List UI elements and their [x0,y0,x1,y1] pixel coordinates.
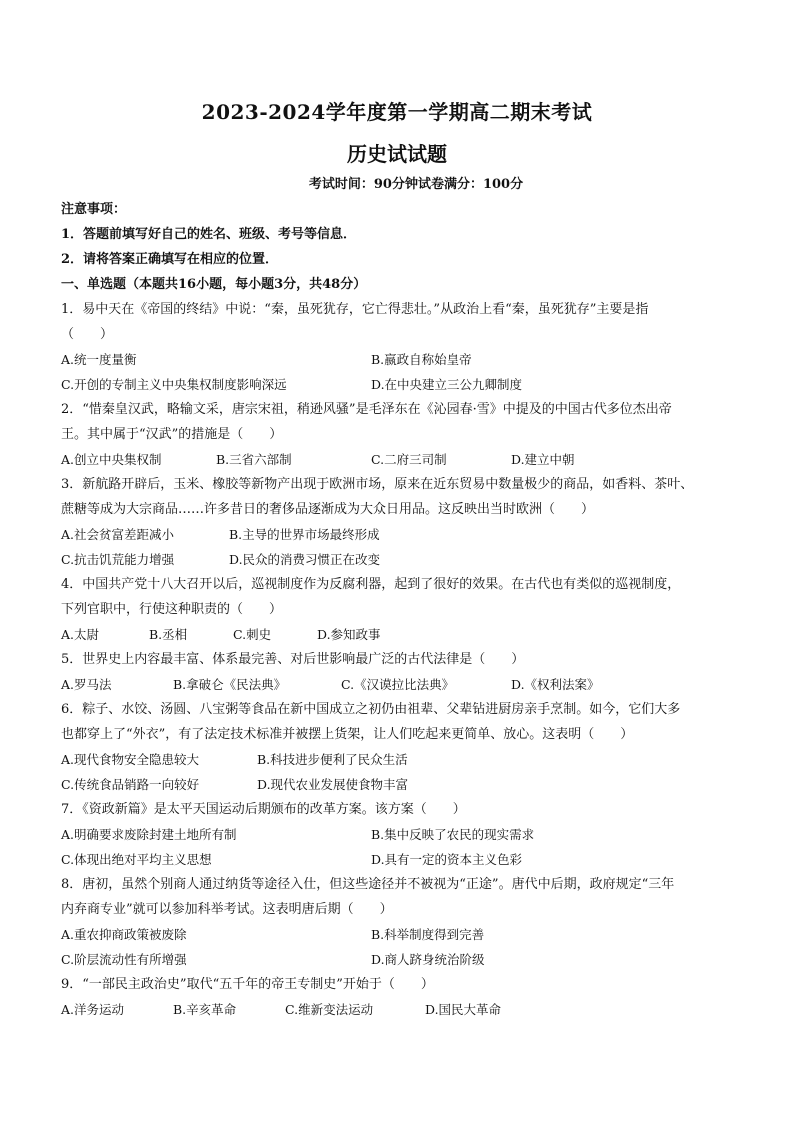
question-8 [61,872,737,972]
option-c: C.《汉谟拉比法典》 [341,677,455,692]
option-c: C.阶层流动性有所增强 [61,952,187,967]
option-b: B.集中反映了农民的现实需求 [371,827,535,842]
question-stem: 4．中国共产党十八大召开以后，巡视制度作为反腐利器，起到了很好的效果。在古代也有类似的巡视制度， [61,577,681,592]
exam-subject-title: 历史试试题 [347,142,447,166]
option-c: C.刺史 [233,627,272,642]
question-stem: 2．“惜秦皇汉武，略输文采，唐宗宋祖，稍逊风骚”是毛泽东在《沁园春·雪》中提及的中国古代多位杰出帝 [61,402,672,417]
question-stem: 王。其中属于“汉武”的措施是（ ） [61,427,283,442]
question-6 [61,697,737,797]
option-c: C.维新变法运动 [285,1002,374,1017]
question-stem: 9．“一部民主政治史”取代“五千年的帝王专制史”开始于（ ） [61,977,434,992]
option-a: A.太尉 [61,627,100,642]
option-a: A.罗马法 [61,677,112,692]
option-a: A.创立中央集权制 [61,452,162,467]
option-c: C.抗击饥荒能力增强 [61,552,175,567]
question-stem: 3．新航路开辟后，玉米、橡胶等新物产出现于欧洲市场，原来在近东贸易中数量极少的商品，如香料、茶叶、 [61,477,694,492]
exam-info: 考试时间：90分钟试卷满分：100分 [308,177,524,192]
option-c: C.二府三司制 [371,452,447,467]
option-d: D.现代农业发展使食物丰富 [257,777,409,792]
option-b: B.拿破仑《民法典》 [173,677,287,692]
option-a: A.洋务运动 [61,1002,125,1017]
option-d: D.具有一定的资本主义色彩 [371,852,523,867]
option-c: C.体现出绝对平均主义思想 [61,852,212,867]
option-d: D.民众的消费习惯正在改变 [229,552,381,567]
option-b: B.三省六部制 [216,452,292,467]
question-1 [61,297,737,397]
question-5 [61,647,737,697]
option-b: B.嬴政自称始皇帝 [371,352,472,367]
option-b: B.科举制度得到完善 [371,927,485,942]
option-b: B.丞相 [149,627,188,642]
question-stem: 也都穿上了“外衣”，有了法定技术标准并被摆上货架，让人们吃起来更简单、放心。这表明（ ） [61,727,634,742]
option-d: D.商人跻身统治阶级 [371,952,485,967]
question-9 [61,972,737,1022]
question-stem: 内弃商专业”就可以参加科举考试。这表明唐后期（ ） [61,902,393,917]
question-4 [61,572,737,647]
question-stem: 1．易中天在《帝国的终结》中说：“秦，虽死犹存，它亡得悲壮。”从政治上看“秦，虽死犹存”主要是指 [61,302,649,317]
option-b: B.辛亥革命 [173,1002,237,1017]
option-a: A.明确要求废除封建土地所有制 [61,827,237,842]
question-stem: 下列官职中，行使这种职责的（ ） [61,602,283,617]
question-stem: 5．世界史上内容最丰富、体系最完善、对后世影响最广泛的古代法律是（ ） [61,652,525,667]
question-stem: （ ） [61,327,114,342]
note-item: 2．请将答案正确填写在相应的位置． [61,252,279,267]
option-c: C.开创的专制主义中央集权制度影响深远 [61,377,287,392]
question-stem: 7．《资政新篇》是太平天国运动后期颁布的改革方案。该方案（ ） [61,802,466,817]
option-a: A.统一度量衡 [61,352,137,367]
option-b: B.主导的世界市场最终形成 [229,527,380,542]
exam-content [61,197,737,1022]
question-stem: 蔗糖等成为大宗商品……许多昔日的奢侈品逐渐成为大众日用品。这反映出当时欧洲（ ） [61,502,595,517]
option-d: D.建立中朝 [511,452,575,467]
option-d: D.国民大革命 [425,1002,502,1017]
question-7 [61,797,737,872]
option-c: C.传统食品销路一向较好 [61,777,200,792]
option-a: A.重农抑商政策被废除 [61,927,187,942]
option-d: D.在中央建立三公九卿制度 [371,377,523,392]
exam-title: 2023-2024学年度第一学期高二期末考试 [201,100,593,124]
section-heading: 一、单选题（本题共16小题，每小题3分，共48分） [61,277,367,292]
note-item: 1．答题前填写好自己的姓名、班级、考号等信息． [61,227,357,242]
question-2 [61,397,737,472]
option-b: B.科技进步便利了民众生活 [257,752,408,767]
question-stem: 6．粽子、水饺、汤圆、八宝粥等食品在新中国成立之初仍由祖辈、父辈钻进厨房亲手烹制。如今，它们大多 [61,702,681,717]
question-3 [61,472,737,572]
question-stem: 8．唐初，虽然个别商人通过纳货等途径入仕，但这些途径并不被视为“正途”。唐代中后期，政府规定“三年 [61,877,675,892]
option-d: D.《权利法案》 [511,677,600,692]
option-d: D.参知政事 [317,627,381,642]
notes-heading: 注意事项： [61,202,127,217]
option-a: A.现代食物安全隐患较大 [61,752,200,767]
option-a: A.社会贫富差距减小 [61,527,175,542]
